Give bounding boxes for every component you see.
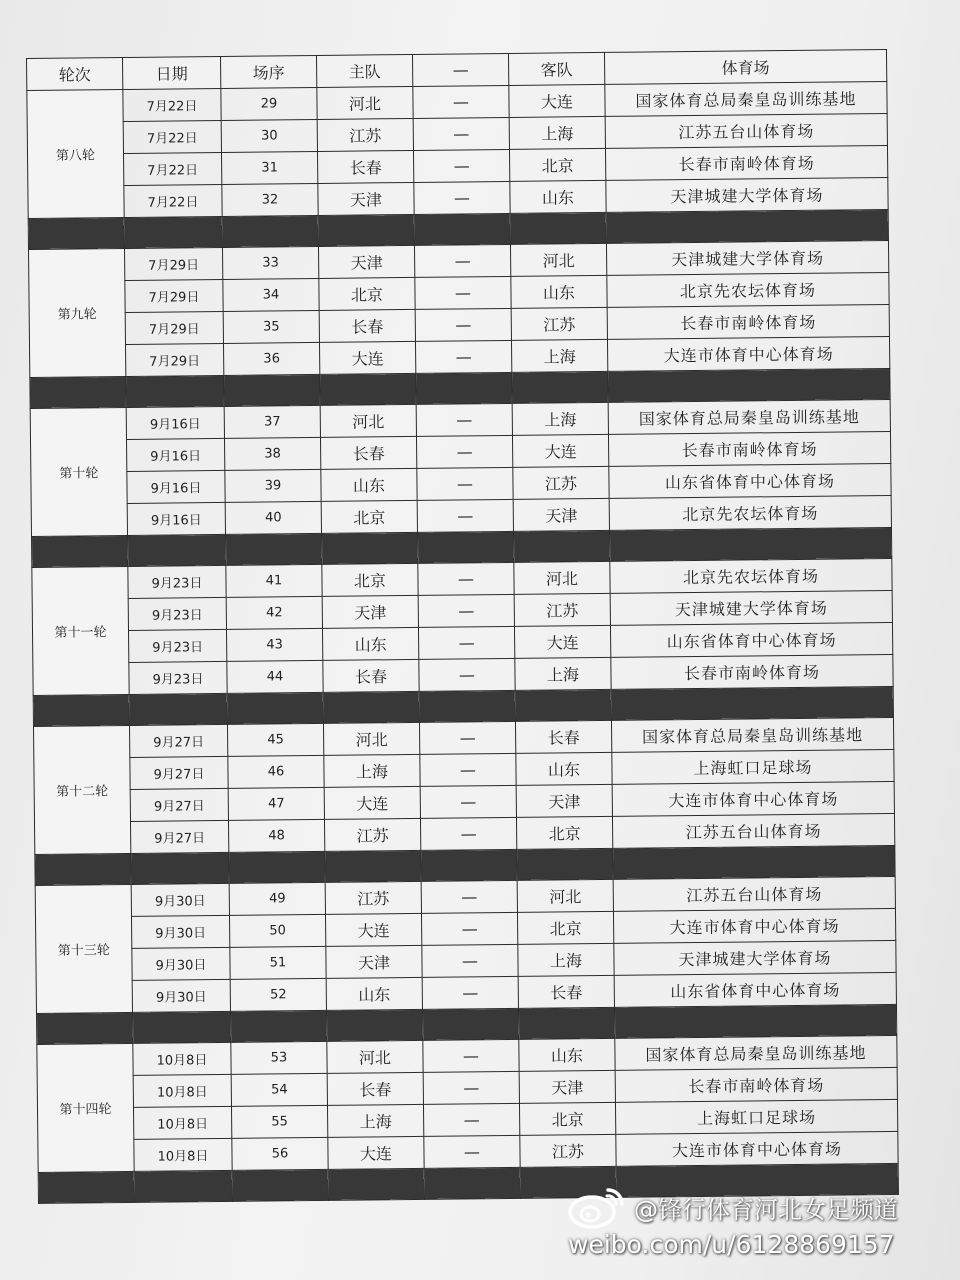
away-team: 北京 (519, 1102, 615, 1135)
match-date: 10月8日 (133, 1042, 231, 1075)
match-no: 56 (232, 1137, 328, 1170)
match-date: 9月27日 (131, 820, 229, 853)
home-team: 大连 (328, 1136, 424, 1169)
home-team: 山东 (322, 627, 418, 660)
vs-dash: — (414, 244, 510, 277)
match-no: 54 (231, 1073, 327, 1106)
venue-name: 江苏五台山体育场 (613, 876, 895, 911)
match-date: 7月29日 (126, 343, 224, 376)
away-team: 上海 (512, 402, 608, 435)
round-label: 第九轮 (29, 248, 126, 377)
away-team: 山东 (510, 180, 606, 213)
match-no: 44 (227, 660, 323, 693)
match-no: 34 (223, 278, 319, 311)
away-team: 北京 (516, 816, 612, 849)
match-date: 9月16日 (127, 470, 225, 503)
match-no: 46 (228, 755, 324, 788)
away-team: 江苏 (513, 466, 609, 499)
home-team: 大连 (325, 913, 421, 946)
match-date: 10月8日 (134, 1138, 232, 1171)
separator-cell (613, 845, 895, 879)
match-date: 9月23日 (128, 597, 226, 630)
separator-cell (129, 693, 227, 725)
venue-name: 长春市南岭体育场 (607, 304, 889, 339)
away-team: 北京 (517, 911, 613, 944)
home-team: 北京 (319, 277, 415, 310)
away-team: 上海 (515, 657, 611, 690)
match-no: 29 (221, 87, 317, 120)
vs-dash: — (422, 976, 518, 1009)
away-team: 上海 (511, 339, 607, 372)
separator-cell (608, 368, 890, 402)
separator-cell (227, 692, 323, 724)
round-label: 第十四轮 (37, 1043, 134, 1172)
home-team: 江苏 (325, 881, 421, 914)
away-team: 天津 (519, 1070, 615, 1103)
separator-cell (512, 371, 608, 403)
match-date: 9月30日 (131, 915, 229, 948)
vs-dash: — (414, 181, 510, 214)
match-date: 9月30日 (132, 947, 230, 980)
away-team: 天津 (516, 784, 612, 817)
home-team: 大连 (324, 786, 420, 819)
separator-cell (417, 531, 513, 563)
venue-name: 长春市南岭体育场 (611, 654, 893, 689)
separator-cell (609, 527, 891, 561)
match-no: 55 (231, 1105, 327, 1138)
match-no: 49 (229, 882, 325, 915)
match-date: 9月30日 (131, 883, 229, 916)
match-no: 45 (227, 723, 323, 756)
home-team: 大连 (319, 341, 415, 374)
vs-dash: — (415, 308, 511, 341)
match-date: 9月16日 (127, 438, 225, 471)
match-date: 10月8日 (133, 1106, 231, 1139)
match-no: 48 (228, 819, 324, 852)
round-label: 第十三轮 (35, 884, 132, 1013)
round-label: 第十一轮 (32, 566, 129, 695)
separator-cell (424, 1167, 520, 1199)
vs-dash: — (419, 721, 515, 754)
vs-dash: — (421, 880, 517, 913)
home-team: 山东 (326, 977, 422, 1010)
match-date: 10月8日 (133, 1074, 231, 1107)
separator-cell (614, 1004, 896, 1038)
vs-dash: — (415, 340, 511, 373)
venue-name: 上海虹口足球场 (612, 749, 894, 784)
match-no: 39 (225, 469, 321, 502)
home-team: 江苏 (324, 818, 420, 851)
match-date: 7月22日 (123, 120, 221, 153)
watermark-account-name: @锋行体育河北女足频道 (634, 1195, 898, 1224)
separator-cell (416, 372, 512, 404)
vs-dash: — (413, 149, 509, 182)
vs-dash: — (413, 85, 509, 118)
match-no: 37 (224, 405, 320, 438)
schedule-body (27, 81, 899, 1203)
venue-name: 北京先农坛体育场 (610, 558, 892, 593)
watermark-url: weibo.com/u/6128869157 (568, 1230, 895, 1259)
away-team: 长春 (518, 975, 614, 1008)
away-team: 河北 (510, 243, 606, 276)
separator-cell (606, 209, 888, 243)
vs-dash: — (420, 753, 516, 786)
home-team: 天津 (322, 595, 418, 628)
separator-cell (513, 530, 609, 562)
away-team: 长春 (515, 720, 611, 753)
away-team: 大连 (512, 434, 608, 467)
separator-cell (422, 1008, 518, 1040)
match-no: 43 (226, 628, 322, 661)
match-date: 7月22日 (124, 152, 222, 185)
venue-name: 天津城建大学体育场 (606, 177, 888, 212)
home-team: 山东 (321, 468, 417, 501)
separator-cell (510, 212, 606, 244)
separator-cell (611, 686, 893, 720)
vs-dash: — (423, 1103, 519, 1136)
home-team: 长春 (319, 309, 415, 342)
match-no: 50 (229, 914, 325, 947)
match-no: 33 (222, 246, 318, 279)
separator-cell (30, 376, 126, 408)
venue-name: 江苏五台山体育场 (612, 813, 894, 848)
vs-dash: — (422, 944, 518, 977)
match-no: 38 (224, 437, 320, 470)
match-date: 9月23日 (129, 629, 227, 662)
match-no: 36 (223, 342, 319, 375)
home-team: 河北 (323, 722, 419, 755)
separator-cell (226, 533, 322, 565)
separator-cell (323, 691, 419, 723)
match-date: 9月23日 (129, 661, 227, 694)
venue-name: 大连市体育中心体育场 (612, 781, 894, 816)
vs-dash: — (423, 1071, 519, 1104)
venue-name: 长春市南岭体育场 (615, 1067, 897, 1102)
away-team: 山东 (516, 752, 612, 785)
vs-dash: — (421, 912, 517, 945)
separator-cell (134, 1170, 232, 1202)
separator-cell (124, 216, 222, 248)
home-team: 上海 (327, 1104, 423, 1137)
away-team: 大连 (514, 625, 610, 658)
separator-cell (419, 690, 515, 722)
match-date: 7月29日 (125, 311, 223, 344)
venue-name: 大连市体育中心体育场 (616, 1131, 898, 1166)
separator-cell (232, 1169, 328, 1201)
home-team: 长春 (317, 150, 413, 183)
separator-cell (128, 534, 226, 566)
match-no: 52 (230, 978, 326, 1011)
venue-name: 山东省体育中心体育场 (614, 972, 896, 1007)
home-team: 天津 (326, 945, 422, 978)
separator-cell (37, 1012, 133, 1044)
round-label: 第十轮 (30, 407, 127, 536)
home-team: 北京 (322, 563, 418, 596)
match-date: 9月27日 (130, 756, 228, 789)
venue-name: 山东省体育中心体育场 (610, 622, 892, 657)
away-team: 上海 (509, 116, 605, 149)
match-no: 40 (225, 501, 321, 534)
separator-cell (230, 1010, 326, 1042)
separator-cell (28, 217, 124, 249)
vs-dash: — (419, 658, 515, 691)
home-team: 河北 (327, 1040, 423, 1073)
match-no: 51 (230, 946, 326, 979)
separator-cell (32, 535, 128, 567)
match-no: 32 (222, 183, 318, 216)
home-team: 长春 (327, 1072, 423, 1105)
match-date: 7月22日 (124, 184, 222, 217)
separator-cell (35, 853, 131, 885)
match-no: 53 (231, 1041, 327, 1074)
separator-cell (318, 214, 414, 246)
home-team: 长春 (323, 659, 419, 692)
away-team: 北京 (509, 148, 605, 181)
away-team: 河北 (514, 561, 610, 594)
home-team: 江苏 (317, 118, 413, 151)
venue-name: 天津城建大学体育场 (606, 240, 888, 275)
home-team: 北京 (321, 500, 417, 533)
header-round: 轮次 (27, 57, 123, 90)
match-date: 9月27日 (130, 788, 228, 821)
away-team: 江苏 (511, 307, 607, 340)
weibo-watermark (566, 1184, 958, 1259)
vs-dash: — (423, 1039, 519, 1072)
home-team: 天津 (318, 245, 414, 278)
vs-dash: — (416, 403, 512, 436)
header-vs: — (412, 53, 508, 86)
separator-cell (325, 850, 421, 882)
away-team: 山东 (519, 1038, 615, 1071)
away-team: 上海 (518, 943, 614, 976)
venue-name: 国家体育总局秦皇岛训练基地 (611, 717, 893, 752)
venue-name: 长春市南岭体育场 (605, 145, 887, 180)
match-no: 30 (221, 119, 317, 152)
venue-name: 天津城建大学体育场 (610, 590, 892, 625)
header-away: 客队 (508, 52, 604, 85)
vs-dash: — (420, 785, 516, 818)
vs-dash: — (418, 562, 514, 595)
venue-name: 大连市体育中心体育场 (607, 336, 889, 371)
venue-name: 山东省体育中心体育场 (609, 463, 891, 498)
vs-dash: — (417, 499, 513, 532)
round-label: 第八轮 (27, 89, 124, 218)
separator-cell (33, 694, 129, 726)
match-date: 9月23日 (128, 565, 226, 598)
venue-name: 上海虹口足球场 (615, 1099, 897, 1134)
separator-cell (320, 373, 416, 405)
separator-cell (518, 1007, 614, 1039)
separator-cell (224, 374, 320, 406)
header-home: 主队 (316, 54, 412, 87)
home-team: 河北 (320, 404, 416, 437)
weibo-logo-icon (566, 1184, 628, 1230)
vs-dash: — (424, 1135, 520, 1168)
away-team: 山东 (511, 275, 607, 308)
separator-cell (131, 852, 229, 884)
vs-dash: — (418, 594, 514, 627)
separator-cell (517, 848, 613, 880)
away-team: 大连 (509, 84, 605, 117)
match-date: 7月29日 (125, 279, 223, 312)
venue-name: 北京先农坛体育场 (607, 272, 889, 307)
away-team: 天津 (513, 498, 609, 531)
separator-cell (414, 213, 510, 245)
separator-cell (328, 1168, 424, 1200)
match-no: 47 (228, 787, 324, 820)
venue-name: 国家体育总局秦皇岛训练基地 (605, 81, 887, 116)
match-date: 9月30日 (132, 979, 230, 1012)
vs-dash: — (417, 467, 513, 500)
separator-cell (133, 1011, 231, 1043)
venue-name: 北京先农坛体育场 (609, 495, 891, 530)
vs-dash: — (418, 626, 514, 659)
venue-name: 江苏五台山体育场 (605, 113, 887, 148)
round-label: 第十二轮 (34, 725, 131, 854)
match-date: 9月16日 (126, 406, 224, 439)
venue-name: 国家体育总局秦皇岛训练基地 (608, 399, 890, 434)
separator-cell (126, 375, 224, 407)
vs-dash: — (413, 117, 509, 150)
venue-name: 国家体育总局秦皇岛训练基地 (615, 1035, 897, 1070)
venue-name: 长春市南岭体育场 (608, 431, 890, 466)
away-team: 江苏 (514, 593, 610, 626)
venue-name: 大连市体育中心体育场 (613, 908, 895, 943)
venue-name: 天津城建大学体育场 (614, 940, 896, 975)
separator-cell (515, 689, 611, 721)
header-date: 日期 (122, 56, 220, 89)
match-no: 31 (221, 151, 317, 184)
schedule-table (26, 49, 899, 1204)
match-date: 7月29日 (125, 247, 223, 280)
vs-dash: — (420, 817, 516, 850)
match-no: 35 (223, 310, 319, 343)
separator-cell (229, 851, 325, 883)
home-team: 长春 (320, 436, 416, 469)
separator-cell (326, 1009, 422, 1041)
header-match-no: 场序 (220, 55, 316, 88)
away-team: 江苏 (520, 1134, 616, 1167)
home-team: 天津 (318, 182, 414, 215)
match-date: 9月27日 (129, 724, 227, 757)
home-team: 河北 (317, 86, 413, 119)
schedule-sheet (26, 49, 898, 1242)
separator-cell (38, 1171, 134, 1203)
match-no: 42 (226, 596, 322, 629)
match-no: 41 (226, 564, 322, 597)
match-date: 9月16日 (127, 502, 225, 535)
separator-cell (421, 849, 517, 881)
separator-cell (321, 532, 417, 564)
vs-dash: — (416, 435, 512, 468)
separator-cell (222, 215, 318, 247)
away-team: 河北 (517, 879, 613, 912)
header-venue: 体育场 (604, 49, 886, 84)
match-date: 7月22日 (123, 88, 221, 121)
home-team: 上海 (324, 754, 420, 787)
vs-dash: — (415, 276, 511, 309)
